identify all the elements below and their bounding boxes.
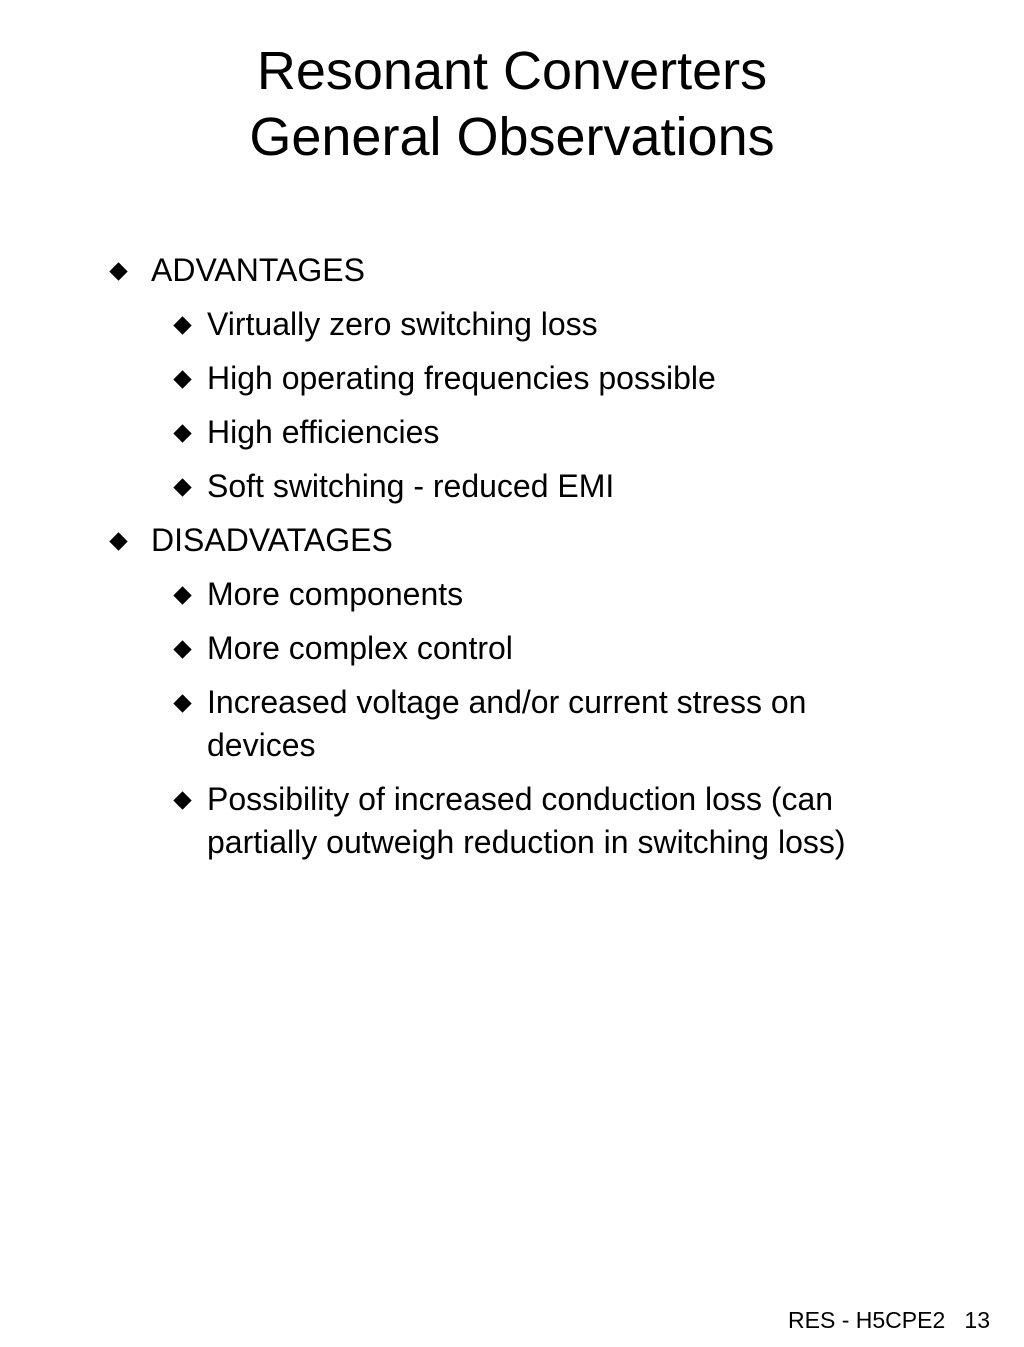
list-item: Increased voltage and/or current stress on devices bbox=[207, 681, 897, 767]
list-item: High operating frequencies possible bbox=[207, 357, 897, 400]
diamond-bullet-icon bbox=[173, 586, 191, 604]
diamond-bullet-icon bbox=[173, 640, 191, 658]
diamond-bullet-icon bbox=[173, 694, 191, 712]
section-heading-advantages: ADVANTAGES bbox=[151, 249, 365, 292]
list-item: More complex control bbox=[207, 627, 897, 670]
diamond-bullet-icon bbox=[173, 370, 191, 388]
diamond-bullet-icon bbox=[173, 478, 191, 496]
diamond-bullet-icon bbox=[173, 316, 191, 334]
diamond-bullet-icon bbox=[109, 262, 127, 280]
slide-title-line-2: General Observations bbox=[249, 107, 775, 167]
list-item: More components bbox=[207, 573, 897, 616]
list-item: Soft switching - reduced EMI bbox=[207, 465, 897, 508]
diamond-bullet-icon bbox=[173, 424, 191, 442]
list-item: High efficiencies bbox=[207, 411, 897, 454]
diamond-bullet-icon bbox=[173, 791, 191, 809]
list-item: Possibility of increased conduction loss (can partially outweigh reduction in switching loss) bbox=[207, 778, 897, 864]
diamond-bullet-icon bbox=[109, 532, 127, 550]
section-heading-disadvantages: DISADVATAGES bbox=[151, 519, 393, 562]
list-item: Virtually zero switching loss bbox=[207, 303, 897, 346]
page-number: 13 bbox=[964, 1307, 990, 1333]
slide-footer bbox=[788, 1306, 990, 1334]
footer-label: RES - H5CPE2 bbox=[788, 1307, 946, 1333]
slide-title-line-1: Resonant Converters bbox=[256, 41, 768, 101]
